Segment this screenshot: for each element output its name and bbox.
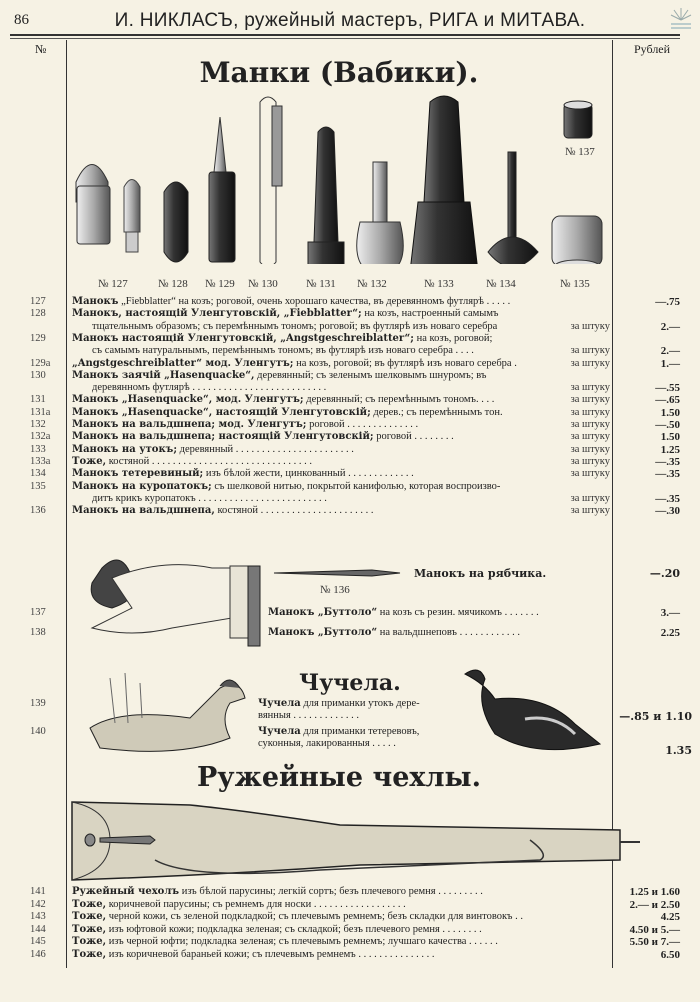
item-number: 131a <box>30 406 51 418</box>
price-row <box>0 505 700 517</box>
item-price: —.35 <box>655 468 680 481</box>
item-number: 141 <box>30 886 46 897</box>
caption-137: № 137 <box>565 146 595 158</box>
item-details-cont: суконныя, лакированныя . . . . . <box>258 738 396 749</box>
item-details: на козъ, роговой; <box>414 332 493 344</box>
item-price: —.35 <box>655 455 680 468</box>
item-details: на вальдшнеповъ . . . . . . . . . . . . <box>377 627 520 638</box>
item-details: съ шелковой нитью, покрытой канифолью, которая воспроизво- <box>211 480 501 492</box>
item-description <box>92 321 612 333</box>
item-details: для приманки тетеревовъ, <box>300 726 420 737</box>
item-description <box>72 949 612 961</box>
item-price: 6.50 <box>660 949 680 961</box>
item-number: 142 <box>30 898 46 910</box>
price-row <box>0 358 700 370</box>
price-row <box>0 394 700 406</box>
item-description <box>72 296 612 308</box>
item-price: 5.50 и 7.— <box>629 936 680 949</box>
price-row <box>0 899 700 911</box>
item-details: „Fiebblatter“ на козъ; роговой, очень хорошаго качества, въ деревянномъ футлярѣ . . . . . <box>118 296 511 307</box>
call-137-icon <box>564 101 592 138</box>
price-row <box>0 627 700 639</box>
price-row <box>0 936 700 948</box>
item-name: Манокъ на вальдшнепа; настоящій Уленгутовскій; <box>72 431 374 443</box>
item-name: Тоже, <box>72 455 107 467</box>
hazel-call-icon <box>272 566 402 580</box>
item-number: 132 <box>30 419 46 430</box>
price-row <box>0 481 700 493</box>
item-description <box>92 382 612 394</box>
item-description <box>258 698 420 709</box>
item-description <box>92 493 612 505</box>
caption-133: № 133 <box>424 278 454 290</box>
item-price: —.30 <box>655 505 680 518</box>
call-133-icon <box>410 96 478 264</box>
item-name: Чучела <box>258 698 301 709</box>
item-price: —.65 <box>655 394 680 407</box>
item-number: 130 <box>30 369 46 381</box>
item-number: 129 <box>30 332 46 344</box>
caption-129: № 129 <box>205 278 235 290</box>
price-row <box>0 911 700 923</box>
item-description <box>72 911 612 923</box>
item-name: Манокъ „Буттоло“ <box>268 607 378 618</box>
item-price: 1.25 и 1.60 <box>629 886 680 898</box>
item-description <box>72 370 612 382</box>
item-name: Манокъ „Буттоло“ <box>268 627 378 638</box>
calls-illustration <box>68 92 612 264</box>
item-number: 127 <box>30 296 46 307</box>
price-row <box>0 949 700 961</box>
item-description <box>268 627 608 639</box>
item-details: на козъ съ резин. мячикомъ . . . . . . . <box>377 607 539 618</box>
item-number: 132a <box>30 431 51 443</box>
item-name: Манокъ заячій „Hasenquacke“, <box>72 369 255 381</box>
caption-130: № 130 <box>248 278 278 290</box>
item-details: изъ черной юфти; подкладка зеленая; съ плечевымъ ремнемъ; лучшаго качества . . . . . . <box>106 936 498 948</box>
item-number: 140 <box>30 726 46 737</box>
call-132-icon <box>357 162 404 264</box>
running-head: И. НИКЛАСЪ, ружейный мастеръ, РИГА и МИТАВА. <box>114 10 586 31</box>
item-unit: за штуку <box>570 443 610 455</box>
item-number: 134 <box>30 468 46 480</box>
item-price: 2.— <box>660 320 680 333</box>
price-row <box>0 924 700 936</box>
call-135-icon <box>552 216 602 264</box>
caption-136: № 136 <box>320 584 350 596</box>
hazel-call-label: Манокъ на рябчика. <box>414 567 547 580</box>
duck-decoy-illustration <box>80 668 250 758</box>
item-description <box>72 333 612 345</box>
caption-127: № 127 <box>98 278 128 290</box>
item-description <box>72 481 612 493</box>
price-row <box>0 886 700 898</box>
price-row <box>0 345 700 357</box>
price-row <box>0 468 700 480</box>
item-price: 1.25 <box>660 443 680 456</box>
item-unit: за штуку <box>570 345 610 357</box>
item-description <box>72 358 612 370</box>
item-unit: за штуку <box>570 419 610 430</box>
item-name: Тоже, <box>72 936 107 948</box>
item-price: —.85 и 1.10 <box>619 710 692 723</box>
call-129-icon <box>209 117 235 262</box>
price-row <box>0 333 700 345</box>
section-title-calls: Манки (Вабики). <box>199 56 479 89</box>
price-row <box>0 444 700 456</box>
item-number: 136 <box>30 505 46 517</box>
header-rule-thin <box>10 38 680 39</box>
item-number: 133 <box>30 443 46 455</box>
item-number: 128 <box>30 308 46 320</box>
item-description <box>72 456 612 468</box>
item-description <box>72 394 612 406</box>
item-details: на козъ, настроенный самымъ <box>361 308 499 320</box>
item-description <box>258 726 419 737</box>
item-name: „Angstgeschreiblatter“ мод. Уленгутъ; <box>72 357 294 369</box>
price-row <box>0 456 700 468</box>
item-details: деревянный; съ перемѣннымъ тономъ. . . . <box>303 394 495 406</box>
item-unit: за штуку <box>570 468 610 480</box>
grouse-decoy-illustration <box>455 664 605 764</box>
item-price: 4.50 и 5.— <box>629 923 680 936</box>
item-number: 129a <box>30 357 51 369</box>
price-row <box>0 493 700 505</box>
caption-132: № 132 <box>357 278 387 290</box>
item-name: Манокъ „Hasenquacke“, мод. Уленгутъ; <box>72 394 304 406</box>
section-title-gun-cases: Ружейные чехлы. <box>196 762 481 793</box>
item-description <box>268 607 608 619</box>
item-name: Манокъ настоящій Уленгутовскій, „Angstgeschreiblatter“; <box>72 332 414 344</box>
item-unit: за штуку <box>570 394 610 406</box>
item-number: 144 <box>30 923 46 935</box>
price-row <box>0 296 700 308</box>
item-description <box>72 308 612 320</box>
price-row <box>0 321 700 333</box>
item-price: —.50 <box>655 419 680 431</box>
item-number: 135 <box>30 480 46 492</box>
item-description <box>72 407 612 419</box>
price-row <box>0 419 700 431</box>
item-price: —.35 <box>655 492 680 505</box>
item-unit: за штуку <box>570 492 610 504</box>
caption-128: № 128 <box>158 278 188 290</box>
item-number: 145 <box>30 936 46 948</box>
item-description <box>72 505 612 517</box>
item-name: Манокъ <box>72 296 119 307</box>
item-name: Тоже, <box>72 898 107 910</box>
library-logo-icon <box>668 4 694 32</box>
item-unit: за штуку <box>570 505 610 517</box>
price-row <box>0 382 700 394</box>
price-row <box>0 407 700 419</box>
item-details: роговой . . . . . . . . <box>373 431 454 443</box>
item-number: 138 <box>30 627 46 638</box>
item-details: дитъ крикъ куропатокъ . . . . . . . . . . . . . . . . . . . . . . . . . <box>92 492 327 504</box>
item-number: 137 <box>30 607 46 618</box>
item-number: 143 <box>30 911 46 923</box>
item-price: —.75 <box>655 296 680 308</box>
column-header-number: № <box>35 42 47 56</box>
call-131-icon <box>308 127 344 264</box>
item-name: Манокъ на куропатокъ; <box>72 480 212 492</box>
price-row <box>0 431 700 443</box>
item-description <box>72 899 612 911</box>
item-details: изъ бѣлой жести, цинкованный . . . . . . . . . . . . . <box>203 468 414 480</box>
item-name: Тоже, <box>72 949 107 960</box>
item-details-cont: вянныя . . . . . . . . . . . . . <box>258 710 360 721</box>
call-128-icon <box>124 180 140 253</box>
call-127-icon <box>76 165 110 245</box>
price-row <box>0 370 700 382</box>
item-description <box>72 924 612 936</box>
item-price: 1.— <box>660 357 680 370</box>
item-price: 2.— <box>660 345 680 358</box>
item-description <box>72 419 612 431</box>
item-description <box>72 444 612 456</box>
item-details: дерев.; съ перемѣннымъ тон. <box>370 406 503 418</box>
caption-135: № 135 <box>560 278 590 290</box>
item-price: 4.25 <box>660 911 680 924</box>
item-details: костяной . . . . . . . . . . . . . . . . . . . . . . . . . . . . . . . <box>106 455 312 467</box>
item-description <box>72 468 612 480</box>
item-details: для приманки утокъ дере- <box>300 698 420 709</box>
header-rule <box>10 34 680 36</box>
item-description <box>72 431 612 443</box>
item-unit: за штуку <box>570 357 610 369</box>
item-price: —.55 <box>655 382 680 395</box>
item-price: 2.— и 2.50 <box>629 898 680 911</box>
caption-134: № 134 <box>486 278 516 290</box>
item-unit: за штуку <box>570 320 610 332</box>
item-description <box>92 345 612 357</box>
item-price: 3.— <box>660 607 680 619</box>
item-name: Манокъ, настоящій Уленгутовскій, „Fiebblatter“; <box>72 308 362 320</box>
item-unit: за штуку <box>570 406 610 418</box>
item-details: съ самымъ натуральнымъ, перемѣннымъ тономъ; въ футлярѣ изъ новаго серебра . . . . <box>92 345 474 357</box>
item-price: 1.50 <box>660 431 680 444</box>
item-details: изъ коричневой бараньей кожи; съ плечевымъ ремнемъ . . . . . . . . . . . . . . . <box>106 949 435 960</box>
call-134-icon <box>488 152 538 264</box>
item-name: Чучела <box>258 726 301 737</box>
item-number: 133a <box>30 455 51 467</box>
item-name: Тоже, <box>72 923 107 935</box>
item-details: деревянномъ футлярѣ . . . . . . . . . . . . . . . . . . . . . . . . . . <box>92 382 327 394</box>
item-name: Манокъ на вальдшнепа, <box>72 505 215 517</box>
item-details: изъ бѣлой парусины; легкій сортъ; безъ плечевого ремня . . . . . . . . . <box>179 886 483 897</box>
item-description <box>72 886 612 898</box>
item-number: 146 <box>30 949 46 960</box>
item-details: деревянный . . . . . . . . . . . . . . . . . . . . . . . <box>177 443 354 455</box>
gun-case-illustration <box>70 800 645 885</box>
item-details: изъ юфтовой кожи; подкладка зеленая; съ складкой; безъ плечевого ремня . . . . . . . . <box>106 923 482 935</box>
price-row <box>0 607 700 619</box>
item-details: роговой . . . . . . . . . . . . . . <box>306 419 419 430</box>
column-header-price: Рублей <box>634 42 671 56</box>
item-name: Тоже, <box>72 911 107 923</box>
item-price: 1.50 <box>660 406 680 419</box>
item-name: Манокъ тетеревиный; <box>72 468 204 480</box>
caption-131: № 131 <box>306 278 336 290</box>
item-price: 2.25 <box>660 627 680 639</box>
item-description <box>72 936 612 948</box>
price-row <box>0 308 700 320</box>
section-title-decoys: Чучела. <box>299 670 401 696</box>
item-unit: за штуку <box>570 431 610 443</box>
item-price: 1.35 <box>665 744 692 757</box>
item-unit: за штуку <box>570 382 610 394</box>
item-details: тщательнымъ образомъ; съ перемѣннымъ тономъ; роговой; въ футлярѣ изъ новаго серебра <box>92 320 498 332</box>
item-unit: за штуку <box>570 455 610 467</box>
item-details: костяной . . . . . . . . . . . . . . . . . . . . . . <box>214 505 374 517</box>
item-details: черной кожи, съ зеленой подкладкой; съ плечевымъ ремнемъ; безъ складки для винтовокъ . . <box>106 911 523 923</box>
item-details: на козъ, роговой; въ футлярѣ изъ новаго серебра . <box>293 357 517 369</box>
call-130-icon <box>260 97 282 264</box>
item-name: Манокъ на утокъ; <box>72 443 178 455</box>
item-number: 139 <box>30 698 46 709</box>
item-name: Манокъ на вальдшнепа; мод. Уленгутъ; <box>72 419 307 430</box>
item-details: коричневой парусины; съ ремнемъ для носки . . . . . . . . . . . . . . . . . . <box>106 898 406 910</box>
item-number: 131 <box>30 394 46 406</box>
page-number: 86 <box>14 12 29 28</box>
hazel-call-price: —.20 <box>649 567 680 580</box>
item-name: Ружейный чехолъ <box>72 886 180 897</box>
item-details: деревянный; съ зеленымъ шелковымъ шнуромъ; въ <box>254 369 487 381</box>
item-name: Манокъ „Hasenquacke“, настоящій Уленгутовскій; <box>72 406 371 418</box>
call-128b-icon <box>164 182 188 262</box>
